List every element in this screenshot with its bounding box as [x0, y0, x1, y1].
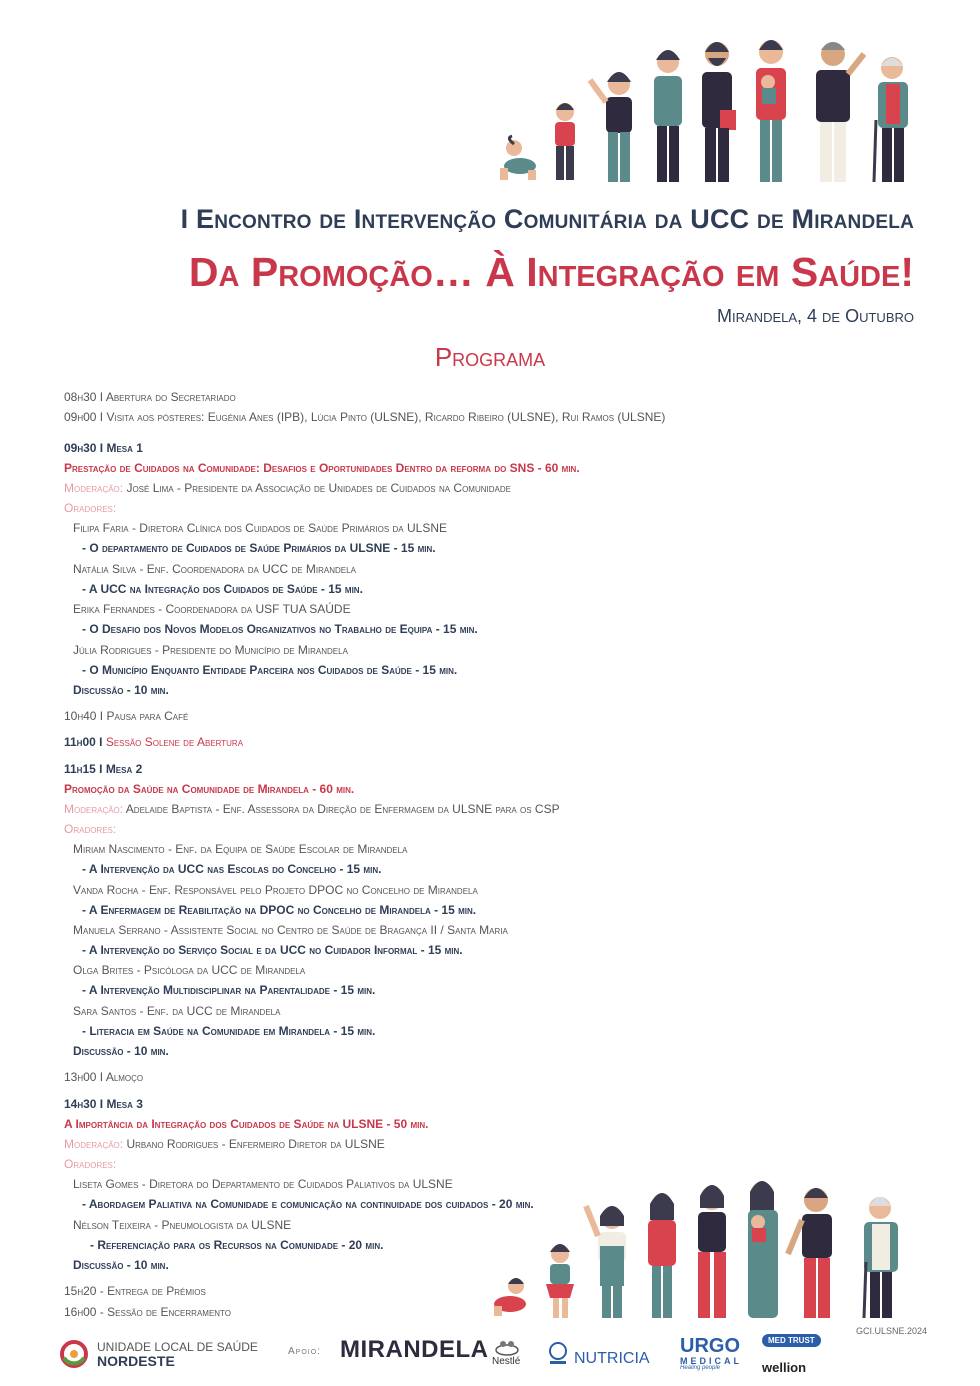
talk-title: - A Enfermagem de Reabilitação na DPOC no Concelho de Mirandela - 15 min.: [82, 903, 477, 917]
teen-figure: [590, 72, 632, 182]
talk-title: - A Intervenção da UCC nas Escolas do Concelho - 15 min.: [82, 862, 382, 876]
schedule-item: [64, 410, 665, 424]
sponsor-nestle-logo: Nestlé: [492, 1356, 521, 1367]
speaker: Júlia Rodrigues - Presidente do Município de Mirandela: [73, 643, 348, 657]
sponsor-urgo-logo: URGO: [680, 1335, 740, 1357]
baby-figure: [494, 1278, 526, 1316]
woman-figure: [698, 1185, 726, 1318]
schedule-text: Entrega de Prémios: [107, 1284, 206, 1298]
talk-title: - O Município Enquanto Entidade Parceira nos Cuidados de Saúde - 15 min.: [82, 663, 458, 677]
event-title: I Encontro de Intervenção Comunitária da UCC de Mirandela: [180, 204, 914, 234]
elderly-woman-figure: [864, 1197, 898, 1318]
mesa-1-moderation: [64, 481, 511, 495]
teen-girl-figure: [586, 1206, 626, 1318]
ulsne-logo-icon: [60, 1340, 88, 1368]
speaker: Olga Brites - Psicóloga da UCC de Mirandela: [73, 963, 306, 977]
schedule-text: Sessão de Encerramento: [107, 1305, 232, 1319]
danone-icon: [548, 1342, 568, 1366]
place-date: Mirandela, 4 de Outubro: [717, 306, 914, 326]
girl-figure: [546, 1244, 574, 1318]
schedule-time: 11h00 I: [64, 735, 106, 749]
talk-title: - O departamento de Cuidados de Saúde Primários da ULSNE - 15 min.: [82, 541, 436, 555]
mesa-1-title: Prestação de Cuidados na Comunidade: Desafios e Oportunidades Dentro da reforma do SNS - 60 min.: [64, 461, 580, 475]
moderator: Adelaide Baptista - Enf. Assessora da Direção de Enfermagem da ULSNE para os CSP: [123, 802, 560, 816]
mesa-2-heading: 11h15 I Mesa 2: [64, 762, 143, 776]
talk-title: - Abordagem Paliativa na Comunidade e comunicação na continuidade dos cuidados - 20 min.: [82, 1197, 534, 1211]
adult-man-figure: [702, 42, 736, 182]
talk-title: - O Desafio dos Novos Modelos Organizativos no Trabalho de Equipa - 15 min.: [82, 622, 478, 636]
baby-figure: [500, 136, 536, 180]
sponsor-medtrust-logo: MED TRUST: [762, 1334, 821, 1347]
mesa-2-moderation: [64, 802, 560, 816]
schedule-time: 09h00 I: [64, 410, 107, 424]
sponsor-wellion-logo: wellion: [762, 1360, 807, 1375]
speaker: Sara Santos - Enf. da UCC de Mirandela: [73, 1004, 281, 1018]
apoio-label: Apoio:: [288, 1346, 321, 1357]
schedule-text: Sessão Solene de Abertura: [105, 735, 244, 749]
discussion: Discussão - 10 min.: [73, 1044, 169, 1058]
parent-with-baby-figure: [756, 40, 786, 182]
speaker: Nélson Teixeira - Pneumologista da ULSNE: [73, 1218, 292, 1232]
family-illustration-bottom: [486, 1176, 922, 1322]
young-woman-figure: [648, 1193, 676, 1318]
schedule-item: [64, 709, 188, 723]
moderation-label: Moderação:: [64, 802, 124, 816]
sponsor-mirandela-logo: MIRANDELA: [340, 1336, 489, 1363]
talk-title: - Literacia em Saúde na Comunidade em Mirandela - 15 min.: [82, 1024, 376, 1038]
speaker: Miriam Nascimento - Enf. da Equipa de Saúde Escolar de Mirandela: [73, 842, 408, 856]
speaker: Natália Silva - Enf. Coordenadora da UCC de Mirandela: [73, 562, 356, 576]
talk-title: - Referenciação para os Recursos na Comunidade - 20 min.: [90, 1238, 384, 1252]
moderation-label: Moderação:: [64, 481, 124, 495]
mesa-3-heading: 14h30 I Mesa 3: [64, 1097, 143, 1111]
mesa-2-title: Promoção da Saúde na Comunidade de Mirandela - 60 min.: [64, 782, 355, 796]
talk-title: - A Intervenção Multidisciplinar na Parentalidade - 15 min.: [82, 983, 376, 997]
speakers-label: Oradores:: [64, 1157, 117, 1171]
schedule-time: 16h00 -: [64, 1305, 108, 1319]
schedule-item: [64, 390, 236, 404]
child-figure: [555, 103, 575, 180]
mother-with-baby-figure: [748, 1181, 778, 1318]
speaker: Vanda Rocha - Enf. Responsável pelo Projeto DPOC no Concelho de Mirandela: [73, 883, 478, 897]
speakers-label: Oradores:: [64, 501, 117, 515]
moderator: José Lima - Presidente da Associação de Unidades de Cuidados na Comunidade: [123, 481, 511, 495]
ulsne-org-name: [97, 1340, 258, 1369]
young-adult-figure: [654, 50, 682, 182]
document-code: GCI.ULSNE.2024: [856, 1326, 928, 1336]
mesa-3-moderation: [64, 1137, 385, 1151]
speaker: Manuela Serrano - Assistente Social no Centro de Saúde de Bragança II / Santa Maria: [73, 923, 508, 937]
schedule-item: [64, 735, 243, 749]
family-illustration-top: [490, 40, 930, 190]
speakers-label: Oradores:: [64, 822, 117, 836]
nest-icon: [494, 1338, 520, 1356]
schedule-time: 13h00 I: [64, 1070, 106, 1084]
schedule-item: [64, 1284, 206, 1298]
schedule-text: Abertura do Secretariado: [105, 390, 236, 404]
moderator: Urbano Rodrigues - Enfermeiro Diretor da ULSNE: [123, 1137, 385, 1151]
schedule-text: Visita aos pósteres: Eugénia Anes (IPB), Lúcia Pinto (ULSNE), Ricardo Ribeiro (ULSNE), Rui Ramos (ULSNE): [106, 410, 666, 424]
programa-heading: Programa: [434, 342, 546, 372]
schedule-time: 15h20 -: [64, 1284, 108, 1298]
speaker: Liseta Gomes - Diretora do Departamento de Cuidados Paliativos da ULSNE: [73, 1177, 453, 1191]
middle-aged-woman-figure: [788, 1188, 832, 1318]
schedule-text: Almoço: [105, 1070, 144, 1084]
sponsor-urgo-subtitle: MEDICAL: [680, 1356, 742, 1366]
schedule-item: [64, 1070, 143, 1084]
event-subtitle: Da Promoção… À Integração em Saúde!: [188, 249, 914, 295]
schedule-time: 10h40 I: [64, 709, 107, 723]
discussion: Discussão - 10 min.: [73, 1258, 169, 1272]
speaker: Filipa Faria - Diretora Clínica dos Cuidados de Saúde Primários da ULSNE: [73, 521, 447, 535]
mesa-1-heading: 09h30 I Mesa 1: [64, 441, 143, 455]
sponsor-urgo-tagline: Healing people: [680, 1365, 721, 1371]
schedule-item: [64, 1305, 231, 1319]
middle-aged-man-figure: [816, 42, 864, 182]
talk-title: - A Intervenção do Serviço Social e da UCC no Cuidador Informal - 15 min.: [82, 943, 463, 957]
speaker: Erika Fernandes - Coordenadora da USF TUA SAÚDE: [73, 602, 351, 616]
talk-title: - A UCC na Integração dos Cuidados de Saúde - 15 min.: [82, 582, 363, 596]
sponsor-nutricia-logo: NUTRICIA: [574, 1350, 650, 1367]
elderly-man-figure: [874, 57, 908, 182]
discussion: Discussão - 10 min.: [73, 683, 169, 697]
mesa-3-title: A Importância da Integração dos Cuidados de Saúde na ULSNE - 50 min.: [64, 1117, 429, 1131]
org-line-1: UNIDADE LOCAL DE SAÚDE: [97, 1340, 258, 1354]
schedule-text: Pausa para Café: [106, 709, 189, 723]
schedule-time: 08h30 I: [64, 390, 106, 404]
moderation-label: Moderação:: [64, 1137, 124, 1151]
org-line-2: NORDESTE: [97, 1353, 175, 1369]
